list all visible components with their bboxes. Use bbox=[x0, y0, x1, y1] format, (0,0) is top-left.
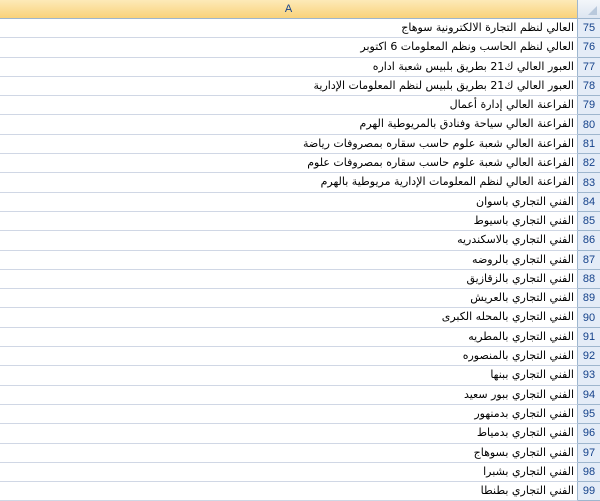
row-number[interactable]: 96 bbox=[578, 424, 600, 443]
select-all-triangle-icon bbox=[588, 6, 597, 15]
table-row bbox=[0, 289, 600, 308]
column-header-row bbox=[0, 0, 600, 19]
row-number[interactable]: 84 bbox=[578, 193, 600, 212]
cell-a[interactable]: العالي لنظم التجارة الالكترونية سوهاج bbox=[0, 19, 578, 38]
table-row bbox=[0, 212, 600, 231]
table-row bbox=[0, 444, 600, 463]
row-number[interactable]: 77 bbox=[578, 58, 600, 77]
cell-a[interactable]: الفني التجاري باسيوط bbox=[0, 212, 578, 231]
table-row bbox=[0, 154, 600, 173]
table-row bbox=[0, 347, 600, 366]
column-header-a[interactable]: A bbox=[0, 0, 578, 19]
table-row bbox=[0, 38, 600, 57]
row-number[interactable]: 76 bbox=[578, 38, 600, 57]
row-number[interactable]: 87 bbox=[578, 251, 600, 270]
table-row bbox=[0, 135, 600, 154]
table-row bbox=[0, 328, 600, 347]
cell-a[interactable]: الفراعنة العالي لنظم المعلومات الإدارية مريوطية بالهرم bbox=[0, 173, 578, 192]
cell-a[interactable]: العبور العالي ك21 بطريق بلبيس شعبة اداره bbox=[0, 58, 578, 77]
cell-a[interactable]: الفني التجاري بالعريش bbox=[0, 289, 578, 308]
table-row bbox=[0, 115, 600, 134]
cell-a[interactable]: الفني التجاري بالمطريه bbox=[0, 328, 578, 347]
row-number[interactable]: 90 bbox=[578, 308, 600, 327]
cell-a[interactable]: الفني التجاري ببنها bbox=[0, 366, 578, 385]
row-number[interactable]: 78 bbox=[578, 77, 600, 96]
row-number[interactable]: 83 bbox=[578, 173, 600, 192]
cell-a[interactable]: الفراعنة العالي سياحة وفنادق بالمريوطية الهرم bbox=[0, 115, 578, 134]
cell-a[interactable]: الفني التجاري بدمنهور bbox=[0, 405, 578, 424]
rows-container bbox=[0, 19, 600, 501]
row-number[interactable]: 95 bbox=[578, 405, 600, 424]
cell-a[interactable]: الفني التجاري بالاسكندريه bbox=[0, 231, 578, 250]
cell-a[interactable]: الفراعنة العالي شعبة علوم حاسب سقاره بمصروفات رياضة bbox=[0, 135, 578, 154]
cell-a[interactable]: الفراعنة العالي إدارة أعمال bbox=[0, 96, 578, 115]
cell-a[interactable]: الفني التجاري بالمحله الكبرى bbox=[0, 308, 578, 327]
cell-a[interactable]: الفني التجاري بشبرا bbox=[0, 463, 578, 482]
table-row bbox=[0, 77, 600, 96]
cell-a[interactable]: العالي لنظم الحاسب ونظم المعلومات 6 اكتوبر bbox=[0, 38, 578, 57]
row-number[interactable]: 93 bbox=[578, 366, 600, 385]
table-row bbox=[0, 482, 600, 501]
row-number[interactable]: 91 bbox=[578, 328, 600, 347]
cell-a[interactable]: العبور العالي ك21 بطريق بلبيس لنظم المعلومات الإدارية bbox=[0, 77, 578, 96]
table-row bbox=[0, 231, 600, 250]
row-number[interactable]: 80 bbox=[578, 115, 600, 134]
table-row bbox=[0, 251, 600, 270]
row-number[interactable]: 79 bbox=[578, 96, 600, 115]
row-number[interactable]: 89 bbox=[578, 289, 600, 308]
cell-a[interactable]: الفني التجاري بدمياط bbox=[0, 424, 578, 443]
table-row bbox=[0, 193, 600, 212]
cell-a[interactable]: الفني التجاري بالمنصوره bbox=[0, 347, 578, 366]
cell-a[interactable]: الفني التجاري باسوان bbox=[0, 193, 578, 212]
row-number[interactable]: 94 bbox=[578, 386, 600, 405]
row-number[interactable]: 88 bbox=[578, 270, 600, 289]
cell-a[interactable]: الفراعنة العالي شعبة علوم حاسب سقاره بمصروفات علوم bbox=[0, 154, 578, 173]
table-row bbox=[0, 386, 600, 405]
row-number[interactable]: 75 bbox=[578, 19, 600, 38]
table-row bbox=[0, 270, 600, 289]
table-row bbox=[0, 96, 600, 115]
table-row bbox=[0, 405, 600, 424]
row-number[interactable]: 85 bbox=[578, 212, 600, 231]
cell-a[interactable]: الفني التجاري بطنطا bbox=[0, 482, 578, 501]
row-number[interactable]: 82 bbox=[578, 154, 600, 173]
row-number[interactable]: 99 bbox=[578, 482, 600, 501]
table-row bbox=[0, 173, 600, 192]
table-row bbox=[0, 19, 600, 38]
cell-a[interactable]: الفني التجاري بالروضه bbox=[0, 251, 578, 270]
row-number[interactable]: 92 bbox=[578, 347, 600, 366]
table-row bbox=[0, 424, 600, 443]
row-number[interactable]: 81 bbox=[578, 135, 600, 154]
row-number[interactable]: 86 bbox=[578, 231, 600, 250]
cell-a[interactable]: الفني التجاري بالزقازيق bbox=[0, 270, 578, 289]
table-row bbox=[0, 308, 600, 327]
table-row bbox=[0, 463, 600, 482]
select-all-corner[interactable] bbox=[578, 0, 600, 19]
row-number[interactable]: 97 bbox=[578, 444, 600, 463]
row-number[interactable]: 98 bbox=[578, 463, 600, 482]
table-row bbox=[0, 58, 600, 77]
cell-a[interactable]: الفني التجاري ببور سعيد bbox=[0, 386, 578, 405]
cell-a[interactable]: الفني التجاري بسوهاج bbox=[0, 444, 578, 463]
table-row bbox=[0, 366, 600, 385]
